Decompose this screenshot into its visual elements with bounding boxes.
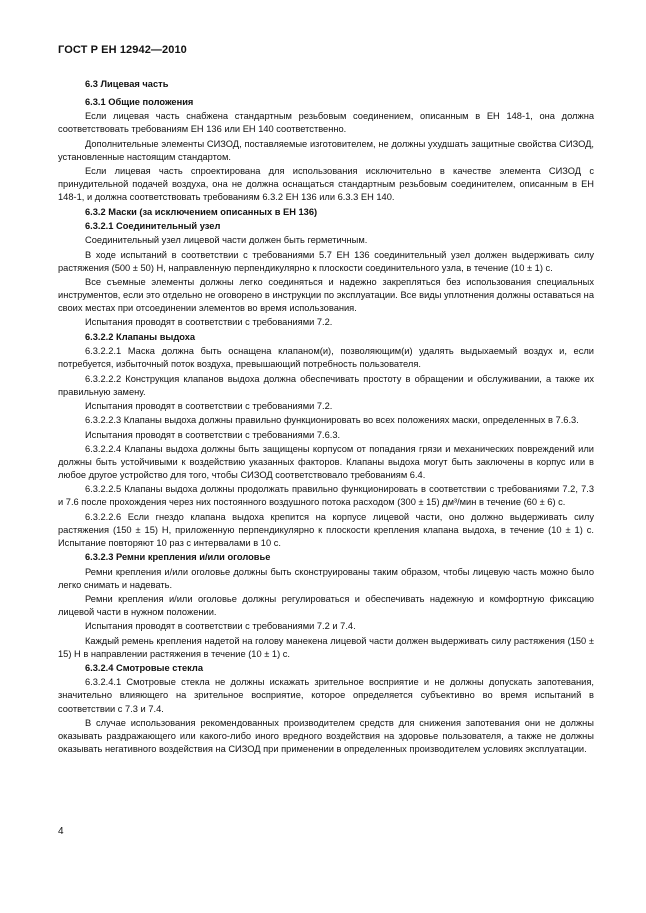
paragraph: 6.3.2.2.2 Конструкция клапанов выдоха должна обеспечивать простоту в обращении и обслуживании, а также их правильную замену. <box>58 373 594 397</box>
paragraph: Испытания проводят в соответствии с требованиями 7.2 и 7.4. <box>85 621 356 632</box>
paragraph: Дополнительные элементы СИЗОД, поставляемые изготовителем, не должны ухудшать защитные свойства СИЗОД, установленные настоящим стандартом. <box>58 138 594 162</box>
page-number: 4 <box>58 826 64 837</box>
paragraph: 6.3.2.2.4 Клапаны выдоха должны быть защищены корпусом от попадания грязи и механических повреждений или должны быть устойчивыми к воздействию указанных факторов. Клапаны выдоха могут быть заключены в корпус или в любое другое устройство для того, чтобы СИЗОД соответствовало требованиям 6.4. <box>58 443 594 481</box>
paragraph: В ходе испытаний в соответствии с требованиями 5.7 ЕН 136 соединительный узел должен выдерживать силу растяжения (500 ± 50) Н, направленную перпендикулярно к плоскости соединительного узла, в течение (10 ± 1) с. <box>58 249 594 273</box>
section-heading: 6.3.1 Общие положения <box>85 97 194 108</box>
paragraph: 6.3.2.2.1 Маска должна быть оснащена клапаном(и), позволяющим(и) удалять выдыхаемый воздух и, если потребуется, избыточный поток воздуха, превышающий потребность пользователя. <box>58 346 594 370</box>
standard-header: ГОСТ Р ЕН 12942—2010 <box>58 44 187 56</box>
paragraph: Ремни крепления и/или оголовье должны быть сконструированы таким образом, чтобы лицевую часть можно было легко снимать и надевать. <box>58 566 594 590</box>
paragraph: Все съемные элементы должны легко соединяться и надежно закрепляться без использования специальных инструментов, если это отдельно не оговорено в инструкции по эксплуатации. Все виды уплотнения должны оставаться на своих местах при отсоединении элементов во время использования. <box>58 277 594 314</box>
section-heading: 6.3 Лицевая часть <box>85 79 169 89</box>
section-heading: 6.3.2.2 Клапаны выдоха <box>85 331 196 342</box>
paragraph: Ремни крепления и/или оголовье должны регулироваться и обеспечивать надежную и комфортную фиксацию лицевой части в нужном положении. <box>58 593 594 618</box>
section-heading: 6.3.2.1 Соединительный узел <box>85 220 221 231</box>
paragraph: Испытания проводят в соответствии с требованиями 7.6.3. <box>85 429 341 440</box>
paragraph: Соединительный узел лицевой части должен быть герметичным. <box>85 235 368 246</box>
paragraph: 6.3.2.4.1 Смотровые стекла не должны искажать зрительное восприятие и не должны допускать запотевания, значительно влияющего на зрительное восприятие, которое определяется субъективно во время испытаний в соответствии с 7.3 и 7.4. <box>58 677 594 714</box>
paragraph: 6.3.2.2.3 Клапаны выдоха должны правильно функционировать во всех положениях маски, определенных в 7.6.3. <box>85 415 579 426</box>
paragraph: 6.3.2.2.5 Клапаны выдоха должны продолжать правильно функционировать в соответствии с требованиями 7.2, 7.3 и 7.6 после прохождения через них постоянного воздушного потока расходом (300 ± 15) дм³/мин в течение (60 ± 6) с. <box>58 484 594 508</box>
document-body <box>58 78 594 757</box>
paragraph: 6.3.2.2.6 Если гнездо клапана выдоха крепится на корпусе лицевой части, оно должно выдерживать силу растяжения (150 ± 15) Н, приложенную перпендикулярно к плоскости крепления клапана выдоха, в течение (10 ± 1) с. Испытание повторяют 10 раз с интервалами в 10 с. <box>58 511 594 548</box>
paragraph: Испытания проводят в соответствии с требованиями 7.2. <box>85 400 333 411</box>
paragraph: Каждый ремень крепления надетой на голову манекена лицевой части должен выдерживать силу растяжения (150 ± 15) Н в направлении растяжения в течение (10 ± 1) с. <box>58 635 594 659</box>
section-heading: 6.3.2.4 Смотровые стекла <box>85 663 203 674</box>
paragraph: Если лицевая часть спроектирована для использования исключительно в качестве элемента СИЗОД с принудительной подачей воздуха, она не должна оснащаться стандартным резьбовым соединителем, описанным в ЕН 148-1, и должна соответствовать требованиям 6.3.2 ЕН 136 или 6.3.3 ЕН 140. <box>58 166 594 203</box>
paragraph: В случае использования рекомендованных производителем средств для снижения запотевания они не должны оказывать раздражающего или какого-либо иного вредного воздействия на здоровье пользователя, а также не должны оказывать негативного воздействия на СИЗОД при применении в определенных производителем условиях эксплуатации. <box>58 717 594 754</box>
paragraph: Испытания проводят в соответствии с требованиями 7.2. <box>85 317 333 328</box>
section-heading: 6.3.2 Маски (за исключением описанных в ЕН 136) <box>85 206 318 217</box>
paragraph: Если лицевая часть снабжена стандартным резьбовым соединением, описанным в ЕН 148-1, она должна соответствовать требованиям ЕН 136 или ЕН 140 соответственно. <box>58 111 594 135</box>
section-heading: 6.3.2.3 Ремни крепления и/или оголовье <box>85 552 271 563</box>
